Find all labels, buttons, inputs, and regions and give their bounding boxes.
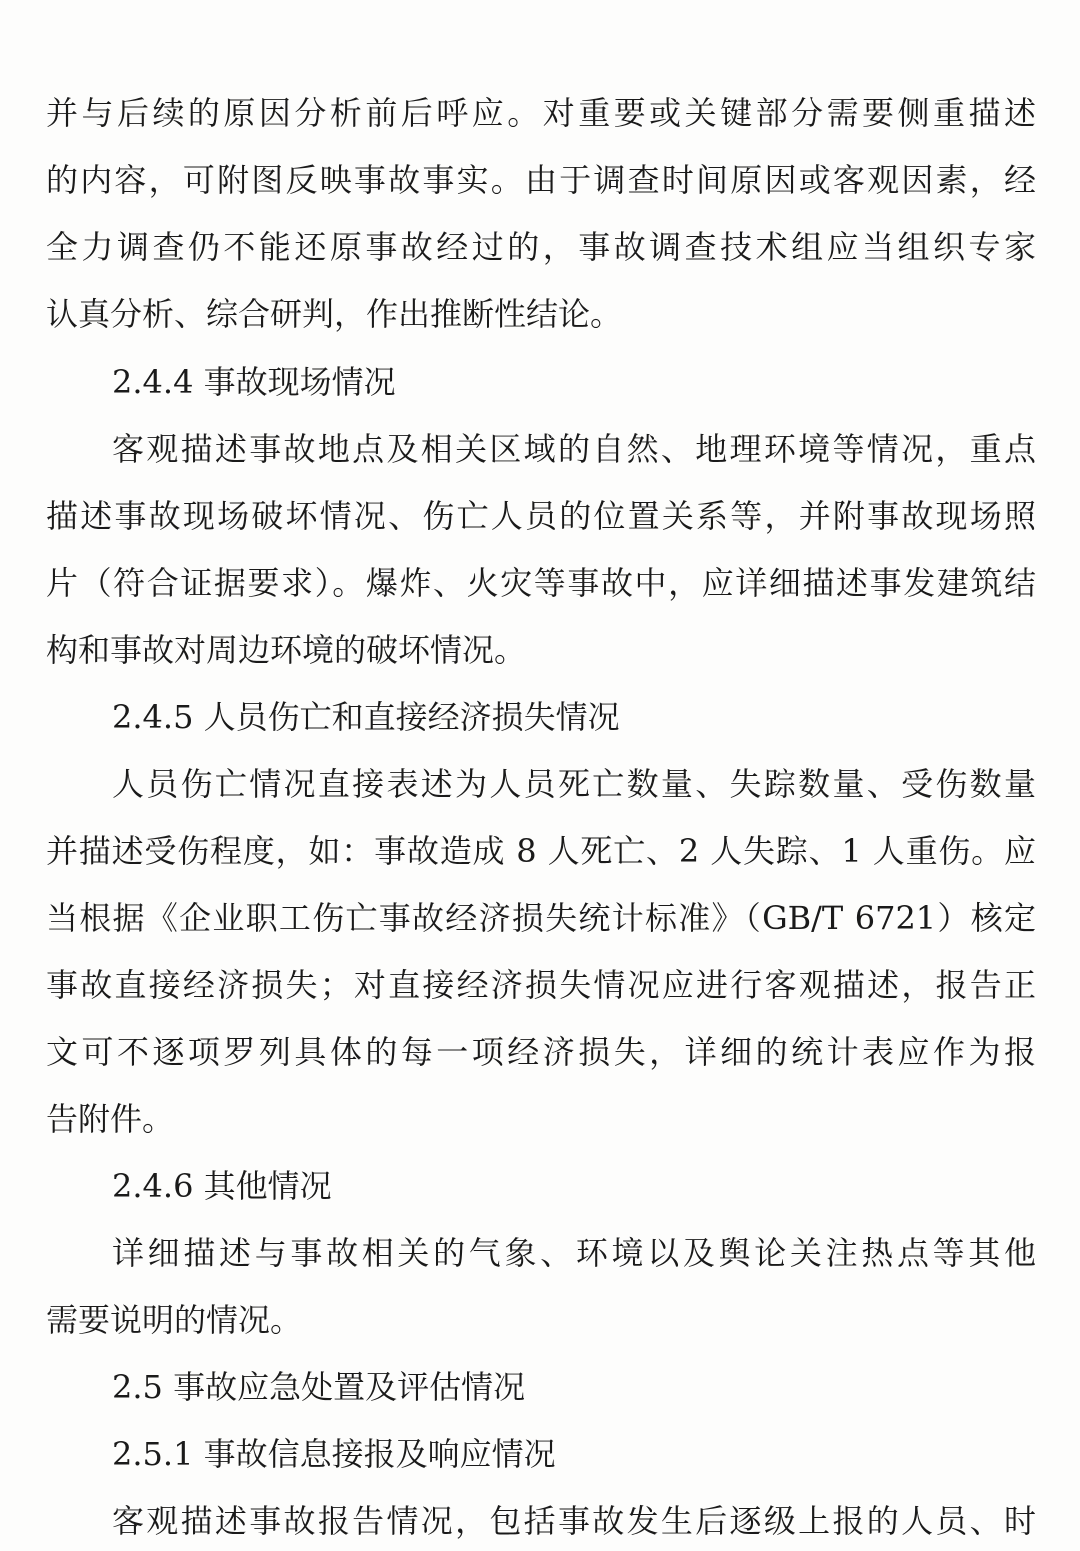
section-heading-2-4-5: 2.4.5 人员伤亡和直接经济损失情况 xyxy=(112,698,620,736)
paragraph-line: 描述事故现场破坏情况、伤亡人员的位置关系等，并附事故现场照 xyxy=(46,497,1036,535)
paragraph-line: 构和事故对周边环境的破坏情况。 xyxy=(46,631,527,669)
paragraph-line: 事故直接经济损失；对直接经济损失情况应进行客观描述，报告正 xyxy=(46,966,1036,1004)
section-heading-2-5-1: 2.5.1 事故信息接报及响应情况 xyxy=(112,1435,556,1473)
paragraph-line: 告附件。 xyxy=(46,1100,175,1138)
paragraph-line: 并描述受伤程度，如：事故造成 8 人死亡、2 人失踪、1 人重伤。应 xyxy=(46,832,1036,870)
paragraph-line: 并与后续的原因分析前后呼应。对重要或关键部分需要侧重描述 xyxy=(46,94,1036,132)
paragraph-line: 的内容，可附图反映事故事实。由于调查时间原因或客观因素，经 xyxy=(46,161,1036,199)
paragraph-line: 认真分析、综合研判，作出推断性结论。 xyxy=(46,295,623,333)
section-heading-2-5: 2.5 事故应急处置及评估情况 xyxy=(112,1368,526,1406)
section-heading-2-4-6: 2.4.6 其他情况 xyxy=(112,1167,332,1205)
paragraph-line: 客观描述事故报告情况，包括事故发生后逐级上报的人员、时 xyxy=(112,1502,1036,1540)
paragraph-line: 当根据《企业职工伤亡事故经济损失统计标准》（GB/T 6721）核定 xyxy=(46,899,1036,937)
section-heading-2-4-4: 2.4.4 事故现场情况 xyxy=(112,363,396,401)
paragraph-line: 人员伤亡情况直接表述为人员死亡数量、失踪数量、受伤数量 xyxy=(112,765,1036,803)
paragraph-line: 片（符合证据要求）。爆炸、火灾等事故中，应详细描述事发建筑结 xyxy=(46,564,1036,602)
paragraph-line: 客观描述事故地点及相关区域的自然、地理环境等情况，重点 xyxy=(112,430,1036,468)
paragraph-line: 文可不逐项罗列具体的每一项经济损失，详细的统计表应作为报 xyxy=(46,1033,1036,1071)
paragraph-line: 详细描述与事故相关的气象、环境以及舆论关注热点等其他 xyxy=(112,1234,1036,1272)
paragraph-line: 全力调查仍不能还原事故经过的，事故调查技术组应当组织专家 xyxy=(46,228,1036,266)
paragraph-line: 需要说明的情况。 xyxy=(46,1301,303,1339)
